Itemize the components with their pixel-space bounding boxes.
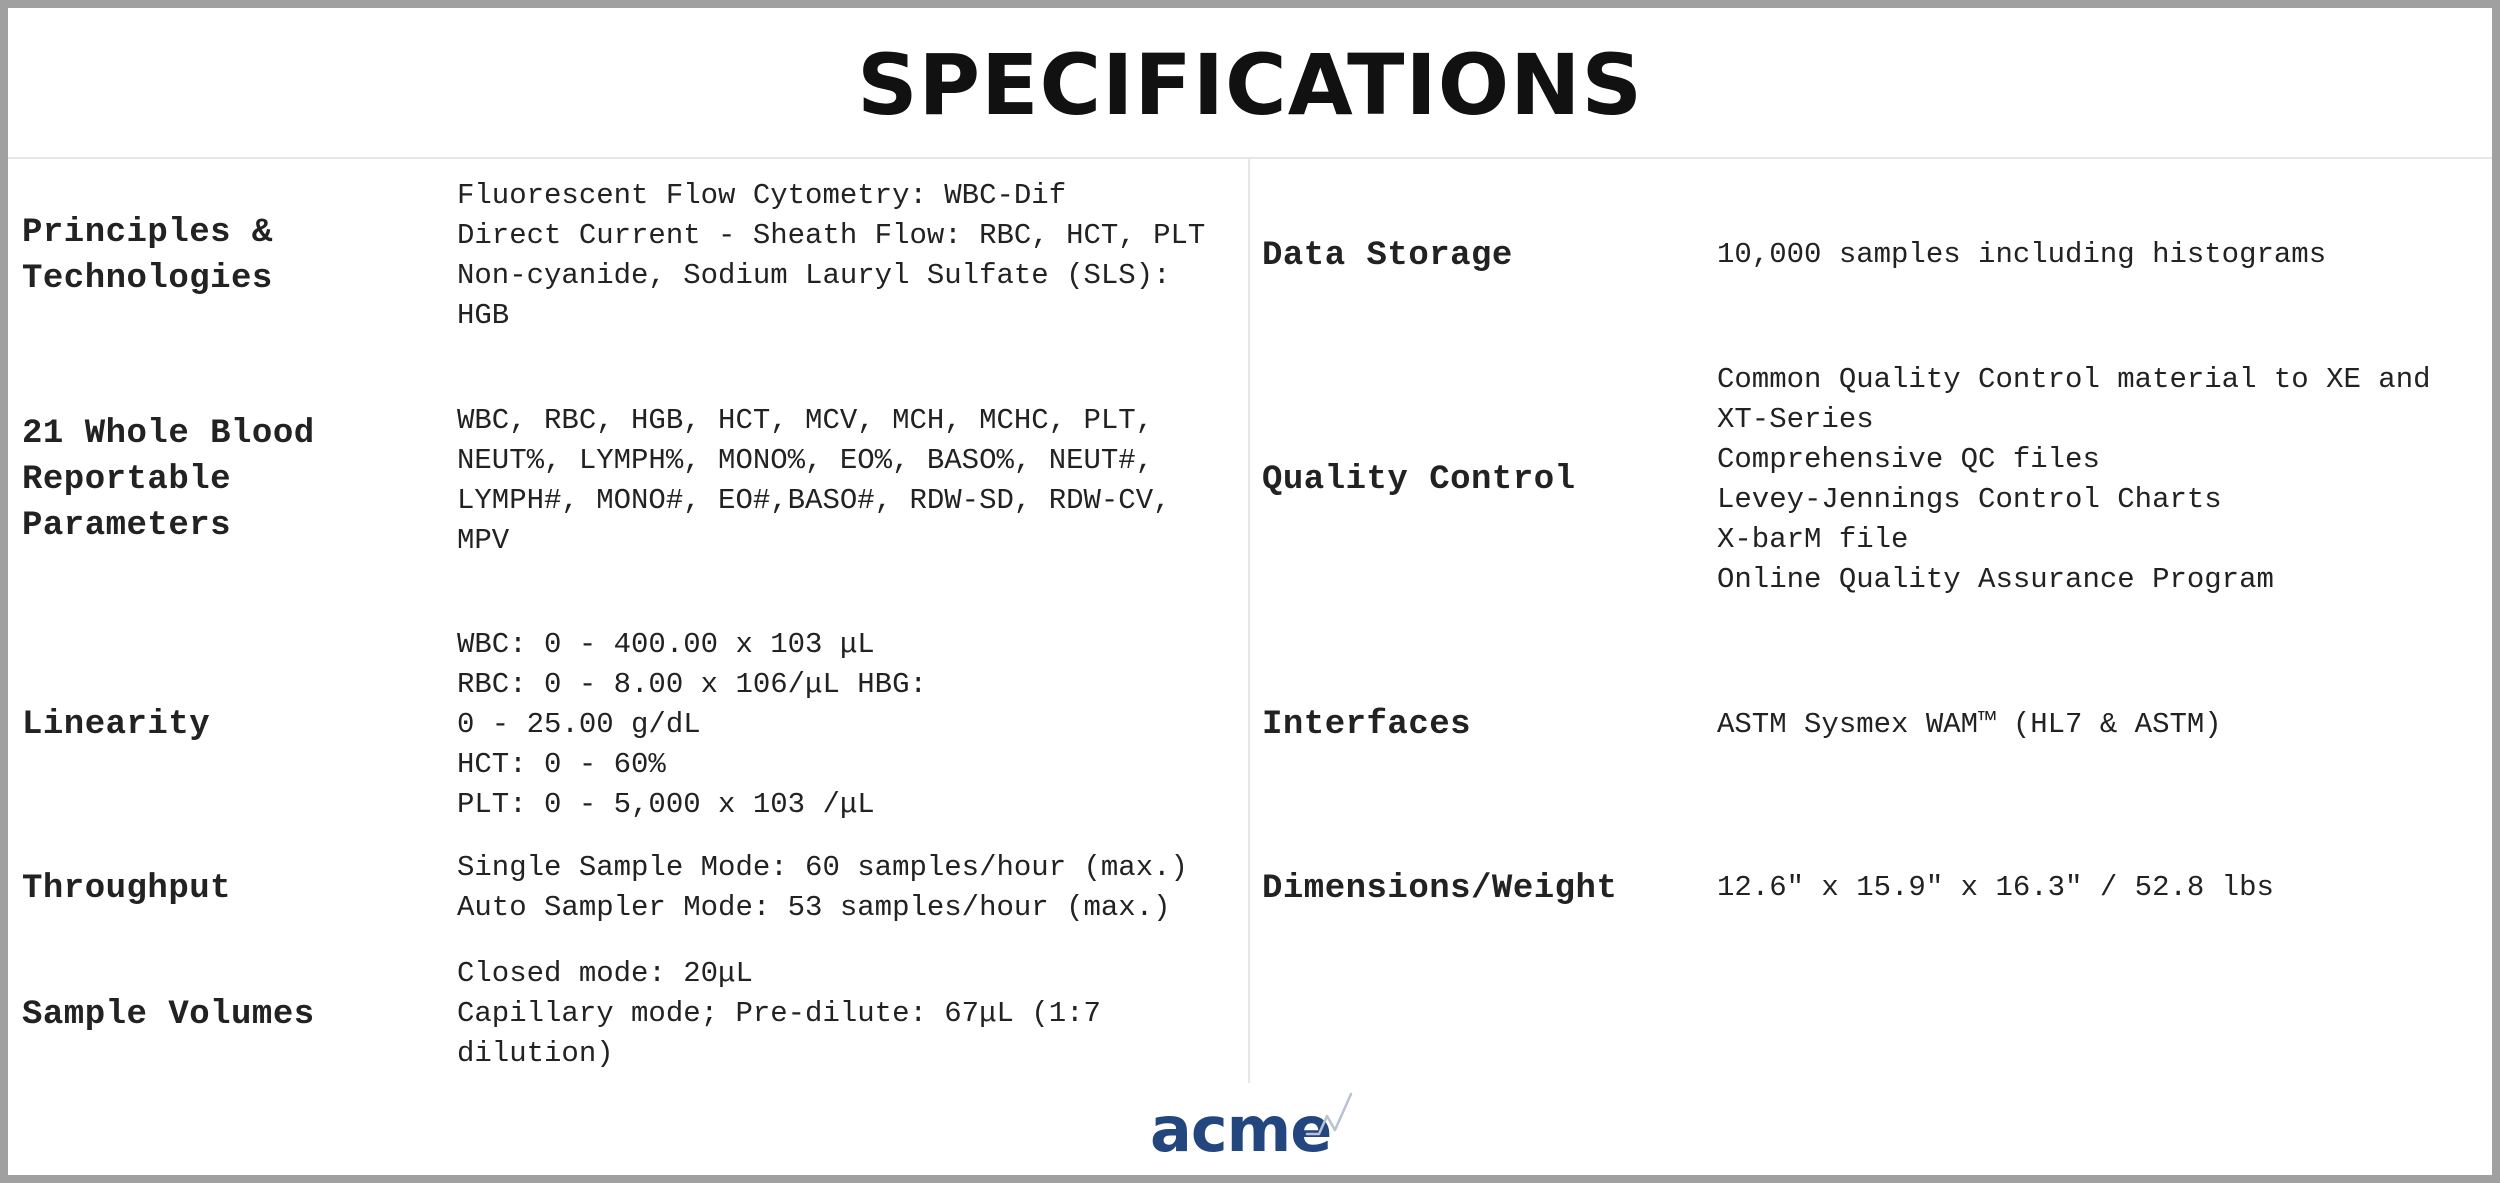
throughput-value: Single Sample Mode: 60 samples/hour (max.) Auto Sampler Mode: 53 samples/hour (max.) (457, 851, 1188, 924)
data-storage-value: 10,000 samples including histograms (1717, 238, 2327, 271)
throughput-label: Throughput (22, 870, 232, 908)
principles-value: Fluorescent Flow Cytometry: WBC-Dif Direct Current - Sheath Flow: RBC, HCT, PLT Non-cyanide, Sodium Lauryl Sulfate (SLS): HGB (457, 179, 1206, 332)
parameters-value: WBC, RBC, HGB, HCT, MCV, MCH, MCHC, PLT, NEUT%, LYMPH%, MONO%, EO%, BASO%, NEUT#, LYMPH#, MONO#, EO#,BASO#, RDW-SD, RDW-CV, MPV (457, 404, 1171, 557)
parameters-label: 21 Whole Blood Reportable Parameters (22, 415, 315, 545)
page-title: SPECIFICATIONS (857, 36, 1643, 134)
data-storage-label: Data Storage (1262, 237, 1513, 275)
header-divider (8, 157, 2492, 159)
logo-wordmark: acme (1150, 1093, 1332, 1166)
dimensions-weight-value: 12.6" x 15.9" x 16.3" / 52.8 lbs (1717, 871, 2274, 904)
column-divider (1248, 159, 1250, 1083)
interfaces-value: ASTM Sysmex WAM™ (HL7 & ASTM) (1717, 708, 2222, 741)
linearity-value: WBC: 0 - 400.00 x 103 μL RBC: 0 - 8.00 x 106/μL HBG: 0 - 25.00 g/dL HCT: 0 - 60% PLT: 0 - 5,000 x 103 /μL (457, 628, 927, 821)
pulse-wave-icon (1305, 1090, 1355, 1140)
acme-logo (1145, 1090, 1355, 1170)
linearity-label: Linearity (22, 706, 211, 744)
dimensions-weight-label: Dimensions/Weight (1262, 870, 1618, 908)
sample-volumes-value: Closed mode: 20μL Capillary mode; Pre-dilute: 67μL (1:7 dilution) (457, 957, 1101, 1070)
quality-control-value: Common Quality Control material to XE and XT-Series Comprehensive QC files Levey-Jennings Control Charts X-barM file Online Quality Assurance Program (1717, 363, 2431, 596)
quality-control-label: Quality Control (1262, 461, 1576, 499)
interfaces-label: Interfaces (1262, 706, 1472, 744)
principles-label: Principles & Technologies (22, 214, 273, 298)
sample-volumes-label: Sample Volumes (22, 996, 315, 1034)
